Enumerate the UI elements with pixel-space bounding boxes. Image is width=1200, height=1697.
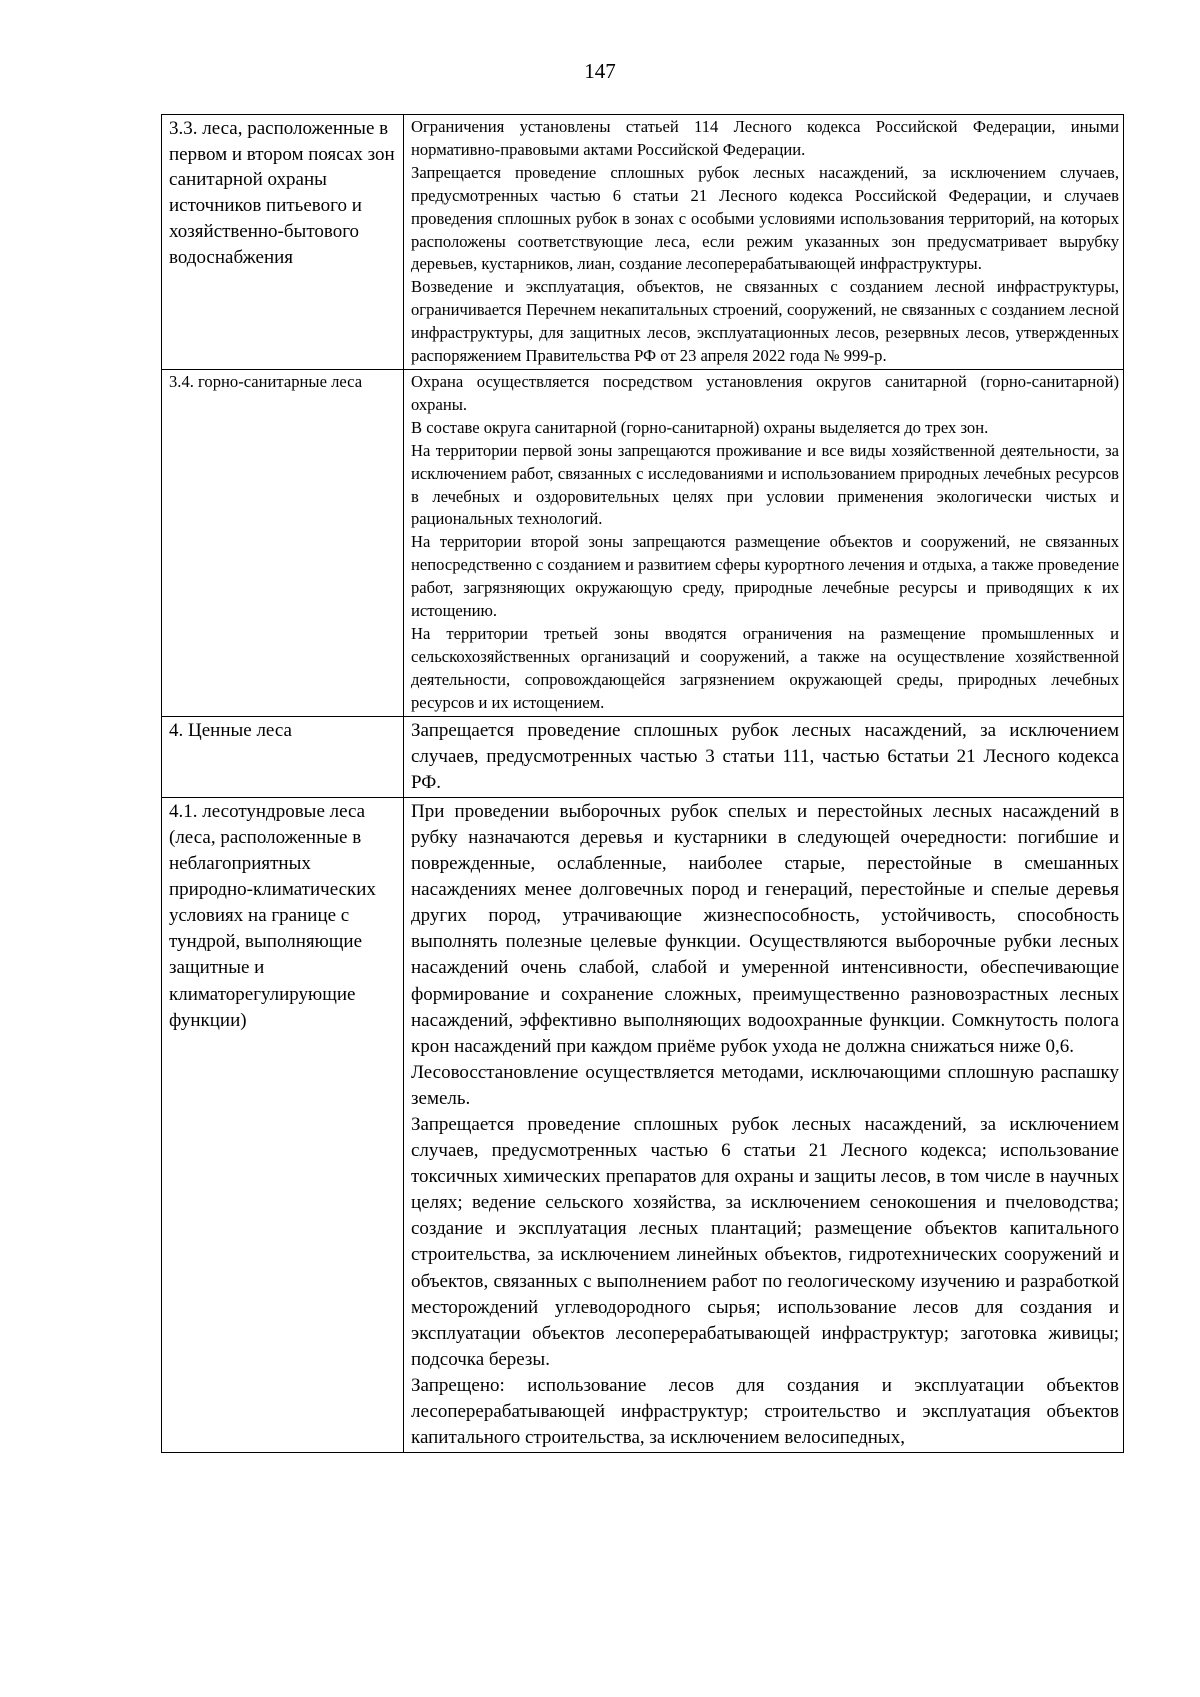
row-label: 3.3. леса, расположенные в первом и втором поясах зон санитарной охраны источников питьевого и хозяйственно-бытового водоснабжения — [169, 118, 395, 268]
row-paragraph: На территории третьей зоны вводятся ограничения на размещение промышленных и сельскохозяйственных организаций и сооружений, а также на осуществление хозяйственной деятельности, сопровождающейся загрязнением окружающей среды, природных лечебных ресурсов и их истощением. — [411, 623, 1119, 712]
row-paragraph: Лесовосстановление осуществляется методами, исключающими сплошную распашку земель. — [411, 1061, 1119, 1109]
row-paragraph: На территории первой зоны запрещаются проживание и все виды хозяйственной деятельности, за исключением работ, связанных с исследованиями и использованием природных лечебных ресурсов в лечебных и оздоровительных целях при условии применения экологически чистых и рациональных технологий. — [411, 440, 1119, 529]
row-paragraph: Возведение и эксплуатация, объектов, не связанных с созданием лесной инфраструктуры, ограничивается Перечнем некапитальных строений, сооружений, не связанных с созданием лесной инфраструктуры, для защитных лесов, эксплуатационных лесов, резервных лесов, утвержденных распоряжением Правительства РФ от 23 апреля 2022 года № 999-р. — [411, 277, 1119, 366]
row-paragraph: Запрещается проведение сплошных рубок лесных насаждений, за исключением случаев, предусмотренных частью 3 статьи 111, частью 6статьи 21 Лесного кодекса РФ. — [411, 719, 1119, 793]
row-text-cell — [404, 369, 1124, 716]
row-paragraph: При проведении выборочных рубок спелых и перестойных лесных насаждений в рубку назначаются деревья и кустарники в следующей очередности: погибшие и поврежденные, ослабленные, наиболее старые, перестойные в смешанных насаждениях менее долговечных пород и генераций, перестойные и спелые деревья других пород, утрачивающие жизнеспособность, устойчивость, способность выполнять полезные целевые функции. Осуществляются выборочные рубки лесных насаждений очень слабой, слабой и умеренной интенсивности, обеспечивающие формирование и сохранение сложных, преимущественно разновозрастных лесных насаждений, эффективно выполняющих водоохранные функции. Сомкнутость полога крон насаждений при каждом приёме рубок ухода не должна снижаться ниже 0,6. — [411, 800, 1119, 1057]
row-paragraph: Запрещается проведение сплошных рубок лесных насаждений, за исключением случаев, предусмотренных частью 6 статьи 21 Лесного кодекса Российской Федерации, и случаев проведения сплошных рубок в зонах с особыми условиями использования территорий, на которых расположены соответствующие леса, если режим указанных зон предусматривает вырубку деревьев, кустарников, лиан, создание лесоперерабатывающей инфраструктуры. — [411, 162, 1119, 274]
row-paragraph: Запрещается проведение сплошных рубок лесных насаждений, за исключением случаев, предусмотренных частью 6 статьи 21 Лесного кодекса; использование токсичных химических препаратов для охраны и защиты лесов, в том числе в научных целях; ведение сельского хозяйства, за исключением сенокошения и пчеловодства; создание и эксплуатация лесных плантаций; размещение объектов капитального строительства, за исключением линейных объектов, гидротехнических сооружений и объектов, связанных с выполнением работ по геологическому изучению и разработкой месторождений углеводородного сырья; использование лесов для создания и эксплуатации объектов лесоперерабатывающей инфраструктур; заготовка живицы; подсочка березы. — [411, 1113, 1119, 1370]
row-label-cell — [162, 797, 404, 1452]
row-text-cell — [404, 797, 1124, 1452]
row-paragraph: Запрещено: использование лесов для создания и эксплуатации объектов лесоперерабатывающей инфраструктур; строительство и эксплуатация объектов капитального строительства, за исключением велосипедных, — [411, 1374, 1119, 1449]
row-text-cell — [404, 115, 1124, 370]
row-label: 3.4. горно-санитарные леса — [169, 371, 363, 391]
regulation-table — [161, 114, 1124, 1453]
table-row — [162, 369, 1124, 716]
page-number: 147 — [584, 59, 616, 83]
row-label-cell — [162, 369, 404, 716]
row-label-cell — [162, 716, 404, 797]
row-paragraph: В составе округа санитарной (горно-санитарной) охраны выделяется до трех зон. — [411, 417, 989, 437]
row-label: 4.1. лесотундровые леса (леса, расположенные в неблагоприятных природно-климатических условиях на границе с тундрой, выполняющие защитные и климаторегулирующие функции) — [169, 800, 376, 1031]
row-label-cell — [162, 115, 404, 370]
row-paragraph: На территории второй зоны запрещаются размещение объектов и сооружений, не связанных непосредственно с созданием и развитием сферы курортного лечения и отдыха, а также проведение работ, загрязняющих окружающую среду, природные лечебные ресурсы и приводящих к их истощению. — [411, 532, 1119, 621]
table-row — [162, 797, 1124, 1452]
table-row — [162, 716, 1124, 797]
row-paragraph: Охрана осуществляется посредством установления округов санитарной (горно-санитарной) охраны. — [411, 371, 1119, 414]
row-paragraph: Ограничения установлены статьей 114 Лесного кодекса Российской Федерации, иными нормативно-правовыми актами Российской Федерации. — [411, 117, 1119, 159]
row-text-cell — [404, 716, 1124, 797]
table-row — [162, 115, 1124, 370]
row-label: 4. Ценные леса — [169, 719, 292, 741]
